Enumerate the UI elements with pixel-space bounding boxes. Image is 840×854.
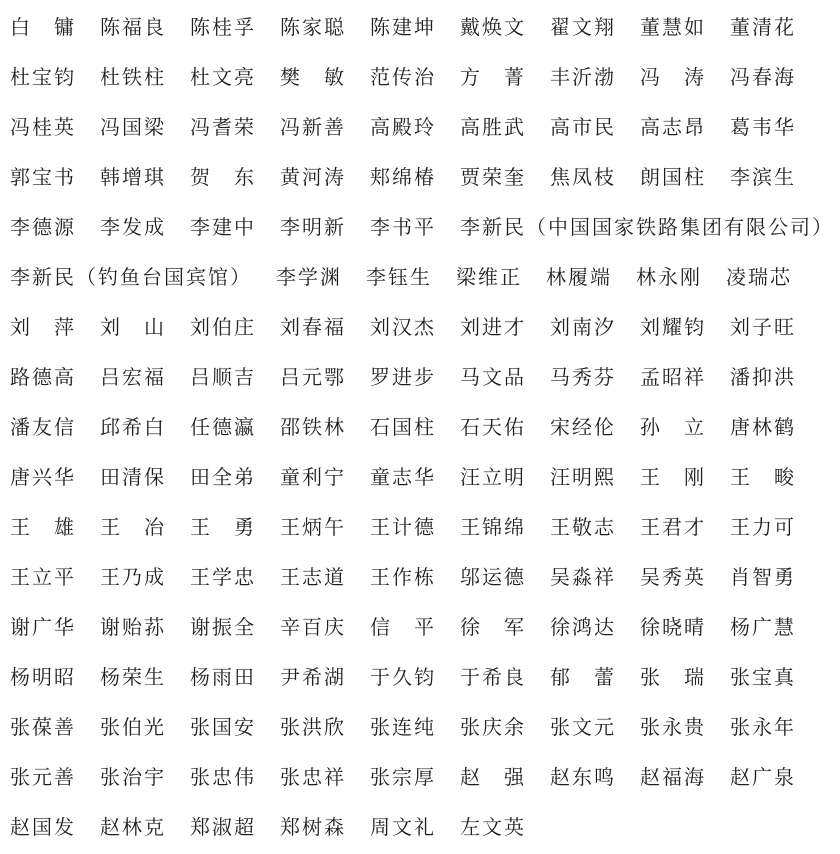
- person-name: 王乃成: [100, 565, 166, 589]
- person-name: 王炳午: [280, 515, 346, 539]
- name-row: [10, 452, 830, 502]
- person-name: 田清保: [100, 465, 166, 489]
- person-name: 刘 萍: [10, 315, 76, 339]
- person-name: 吕顺吉: [190, 365, 256, 389]
- person-name: 梁维正: [456, 265, 522, 289]
- name-row: [10, 502, 830, 552]
- name-row: [10, 2, 830, 52]
- person-name: 邵铁林: [280, 415, 346, 439]
- person-name: 郁 蕾: [550, 665, 616, 689]
- person-name: 李发成: [100, 215, 166, 239]
- person-name: 冯春海: [730, 65, 796, 89]
- person-name: 于久钧: [370, 665, 436, 689]
- person-name: 石国柱: [370, 415, 436, 439]
- person-name: 唐林鹤: [730, 415, 796, 439]
- person-name: 冯耆荣: [190, 115, 256, 139]
- person-name: 贺 东: [190, 165, 256, 189]
- person-name: 王作栋: [370, 565, 436, 589]
- person-name: 汪明熙: [550, 465, 616, 489]
- person-name: 朗国柱: [640, 165, 706, 189]
- person-name: 丰沂渤: [550, 65, 616, 89]
- person-name: 吴淼祥: [550, 565, 616, 589]
- person-name: 张洪欣: [280, 715, 346, 739]
- person-name: 杨广慧: [730, 615, 796, 639]
- person-name: 王锦绵: [460, 515, 526, 539]
- person-name: 任德瀛: [190, 415, 256, 439]
- person-name: 高殿玲: [370, 115, 436, 139]
- person-name: 焦凤枝: [550, 165, 616, 189]
- person-name: 张连纯: [370, 715, 436, 739]
- person-name: 董清花: [730, 15, 796, 39]
- person-name: 王 冶: [100, 515, 166, 539]
- person-name: 董慧如: [640, 15, 706, 39]
- person-name: 李新民（中国国家铁路集团有限公司）: [460, 215, 834, 239]
- person-name: 王 畯: [730, 465, 796, 489]
- person-name: 谢广华: [10, 615, 76, 639]
- person-name: 张治宇: [100, 765, 166, 789]
- person-name: 宋经伦: [550, 415, 616, 439]
- person-name: 王 刚: [640, 465, 706, 489]
- person-name: 杨明昭: [10, 665, 76, 689]
- person-name: 张文元: [550, 715, 616, 739]
- person-name: 白 镛: [10, 15, 76, 39]
- name-row: [10, 352, 830, 402]
- person-name: 李建中: [190, 215, 256, 239]
- person-name: 赵广泉: [730, 765, 796, 789]
- person-name: 尹希湖: [280, 665, 346, 689]
- person-name: 王君才: [640, 515, 706, 539]
- person-name: 刘汉杰: [370, 315, 436, 339]
- person-name: 李滨生: [730, 165, 796, 189]
- person-name: 冯新善: [280, 115, 346, 139]
- person-name: 郑树森: [280, 815, 346, 839]
- person-name: 刘南汐: [550, 315, 616, 339]
- person-name: 吕元鄂: [280, 365, 346, 389]
- person-name: 童利宁: [280, 465, 346, 489]
- name-list: [10, 2, 834, 852]
- person-name: 贾荣奎: [460, 165, 526, 189]
- person-name: 高志昂: [640, 115, 706, 139]
- person-name: 赵福海: [640, 765, 706, 789]
- name-row: [10, 102, 830, 152]
- person-name: 刘子旺: [730, 315, 796, 339]
- person-name: 林履端: [546, 265, 612, 289]
- person-name: 高胜武: [460, 115, 526, 139]
- person-name: 徐 军: [460, 615, 526, 639]
- person-name: 赵林克: [100, 815, 166, 839]
- person-name: 邬运德: [460, 565, 526, 589]
- person-name: 戴焕文: [460, 15, 526, 39]
- person-name: 潘抑洪: [730, 365, 796, 389]
- person-name: 马秀芬: [550, 365, 616, 389]
- person-name: 王计德: [370, 515, 436, 539]
- person-name: 田全弟: [190, 465, 256, 489]
- person-name: 张永年: [730, 715, 796, 739]
- person-name: 马文品: [460, 365, 526, 389]
- person-name: 王志道: [280, 565, 346, 589]
- person-name: 李学渊: [276, 265, 342, 289]
- person-name: 李新民（钓鱼台国宾馆）: [10, 265, 252, 289]
- person-name: 辛百庆: [280, 615, 346, 639]
- person-name: 郑淑超: [190, 815, 256, 839]
- person-name: 孙 立: [640, 415, 706, 439]
- person-name: 冯国梁: [100, 115, 166, 139]
- person-name: 刘进才: [460, 315, 526, 339]
- person-name: 方 菁: [460, 65, 526, 89]
- person-name: 王立平: [10, 565, 76, 589]
- person-name: 范传治: [370, 65, 436, 89]
- person-name: 王学忠: [190, 565, 256, 589]
- name-row: [10, 302, 830, 352]
- person-name: 李书平: [370, 215, 436, 239]
- person-name: 张国安: [190, 715, 256, 739]
- person-name: 张永贵: [640, 715, 706, 739]
- person-name: 杨荣生: [100, 665, 166, 689]
- name-row: [10, 702, 830, 752]
- person-name: 陈家聪: [280, 15, 346, 39]
- person-name: 杜宝钧: [10, 65, 76, 89]
- person-name: 刘 山: [100, 315, 166, 339]
- person-name: 杨雨田: [190, 665, 256, 689]
- name-row: [10, 802, 830, 852]
- person-name: 谢振全: [190, 615, 256, 639]
- name-row: [10, 602, 830, 652]
- person-name: 孟昭祥: [640, 365, 706, 389]
- person-name: 赵国发: [10, 815, 76, 839]
- person-name: 潘友信: [10, 415, 76, 439]
- person-name: 杜铁柱: [100, 65, 166, 89]
- person-name: 张忠伟: [190, 765, 256, 789]
- person-name: 陈桂孚: [190, 15, 256, 39]
- name-row: [10, 652, 830, 702]
- name-row: [10, 252, 830, 302]
- person-name: 张 瑞: [640, 665, 706, 689]
- name-row: [10, 552, 830, 602]
- person-name: 赵 强: [460, 765, 526, 789]
- person-name: 郭宝书: [10, 165, 76, 189]
- person-name: 陈建坤: [370, 15, 436, 39]
- person-name: 周文礼: [370, 815, 436, 839]
- person-name: 韩增琪: [100, 165, 166, 189]
- person-name: 赵东鸣: [550, 765, 616, 789]
- person-name: 陈福良: [100, 15, 166, 39]
- person-name: 张忠祥: [280, 765, 346, 789]
- person-name: 徐晓晴: [640, 615, 706, 639]
- person-name: 高市民: [550, 115, 616, 139]
- person-name: 徐鸿达: [550, 615, 616, 639]
- person-name: 樊 敏: [280, 65, 346, 89]
- name-row: [10, 202, 834, 252]
- person-name: 信 平: [370, 615, 436, 639]
- person-name: 王 勇: [190, 515, 256, 539]
- person-name: 童志华: [370, 465, 436, 489]
- name-row: [10, 402, 830, 452]
- person-name: 杜文亮: [190, 65, 256, 89]
- person-name: 唐兴华: [10, 465, 76, 489]
- person-name: 李明新: [280, 215, 346, 239]
- person-name: 邱希白: [100, 415, 166, 439]
- person-name: 郏绵椿: [370, 165, 436, 189]
- person-name: 林永刚: [636, 265, 702, 289]
- person-name: 谢贻荪: [100, 615, 166, 639]
- person-name: 张宗厚: [370, 765, 436, 789]
- person-name: 黄河涛: [280, 165, 346, 189]
- name-row: [10, 152, 830, 202]
- person-name: 王力可: [730, 515, 796, 539]
- person-name: 石天佑: [460, 415, 526, 439]
- person-name: 王敬志: [550, 515, 616, 539]
- person-name: 刘耀钧: [640, 315, 706, 339]
- name-row: [10, 52, 830, 102]
- person-name: 吕宏福: [100, 365, 166, 389]
- person-name: 张宝真: [730, 665, 796, 689]
- person-name: 吴秀英: [640, 565, 706, 589]
- person-name: 刘春福: [280, 315, 346, 339]
- person-name: 张庆余: [460, 715, 526, 739]
- person-name: 左文英: [460, 815, 526, 839]
- person-name: 刘伯庄: [190, 315, 256, 339]
- person-name: 路德高: [10, 365, 76, 389]
- person-name: 葛韦华: [730, 115, 796, 139]
- name-row: [10, 752, 830, 802]
- person-name: 李钰生: [366, 265, 432, 289]
- person-name: 张元善: [10, 765, 76, 789]
- person-name: 冯 涛: [640, 65, 706, 89]
- person-name: 肖智勇: [730, 565, 796, 589]
- person-name: 汪立明: [460, 465, 526, 489]
- person-name: 凌瑞芯: [726, 265, 792, 289]
- person-name: 李德源: [10, 215, 76, 239]
- person-name: 王 雄: [10, 515, 76, 539]
- person-name: 翟文翔: [550, 15, 616, 39]
- person-name: 张葆善: [10, 715, 76, 739]
- person-name: 于希良: [460, 665, 526, 689]
- person-name: 张伯光: [100, 715, 166, 739]
- person-name: 罗进步: [370, 365, 436, 389]
- person-name: 冯桂英: [10, 115, 76, 139]
